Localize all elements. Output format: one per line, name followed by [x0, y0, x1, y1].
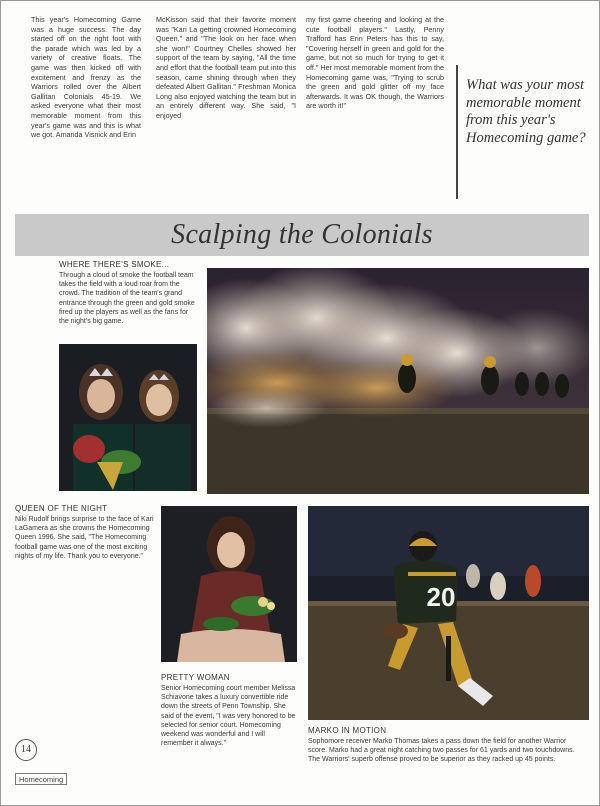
smoke-caption-body: Through a cloud of smoke the football team takes the field with a loud roar from the crowd. The tradition of the team's grand entrance through the green and gold smoke fired up the players as well as the fans for the night's big game. [59, 272, 195, 326]
story-column-2: McKisson said that their favorite moment was "Kari La getting crowned Homecoming Queen." and "The look on her face when she won!" Courtney Chelles showed her support of the team by saying, "All the time and effort that the football team put into this season, came shining through when they defeated Albert Gallitan." Freshman Monica Long also enjoyed watching the team but in an entirely different way. She said, "I enjoyed [156, 15, 296, 120]
smoke-entrance-photo [207, 268, 589, 494]
queen-caption-body: Niki Rudolf brings surprise to the face of Kari LaGamera as she crowns the Homecoming Queen 1996. She said, "The Homecoming football game was one of the most exciting nights of my life. Thank you to everyone." [15, 516, 154, 560]
queen-crowning-photo [59, 344, 197, 491]
jersey-number: 20 [426, 582, 456, 612]
page-number: 14 [15, 739, 37, 761]
smoke-caption-heading: WHERE THERE'S SMOKE... [59, 260, 170, 269]
sidebar-rule [456, 65, 458, 199]
woman-caption-body: Senior Homecoming court member Melissa Schiavone takes a luxury convertible ride down the streets of Penn Township. She said of the event, "I was very honored to be selected for senior court. Homecoming weekend was wonderful and I will remember it always." [161, 685, 296, 748]
section-label: Homecoming [15, 773, 67, 785]
sidebar-question: What was your most memorable moment from this year's Homecoming game? [466, 77, 586, 146]
football-run-photo [308, 506, 589, 720]
court-member-photo [161, 506, 297, 662]
queen-caption-heading: QUEEN OF THE NIGHT [15, 504, 108, 513]
story-column-1: This year's Homecoming Game was a huge success. The day started off on the right foot with the parade which was led by a variety of creative floats. The game was then kicked off with excitement and frenzy as the Warriors rolled over the Albert Gallitan Colonials 45-19. We asked everyone what their most memorable moment from this year's game was and this is what we got. Amanda Visnick and Erin [31, 15, 141, 140]
story-column-3: my first game cheering and looking at the cute football players." Lastly, Penny Trafford has Erin Peters has this to say, "Covering herself in green and gold for the game, but not so much for trying to get it off." Her most memorable moment from the Homecoming game was, "Trying to scrub the green and gold glitter off my face afterwards. It was OK though, the Warriors are worth it!" [306, 15, 444, 111]
woman-caption-heading: PRETTY WOMAN [161, 673, 230, 682]
headline-title: Scalping the Colonials [171, 219, 433, 250]
marko-caption-body: Sophomore receiver Marko Thomas takes a pass down the field for another Warrior score. Marko had a great night catching two passes for 61 yards and two touchdowns. The Warriors' superb offense proved to be superior as they racked up 45 points. [308, 738, 575, 764]
marko-caption-heading: MARKO IN MOTION [308, 726, 387, 735]
